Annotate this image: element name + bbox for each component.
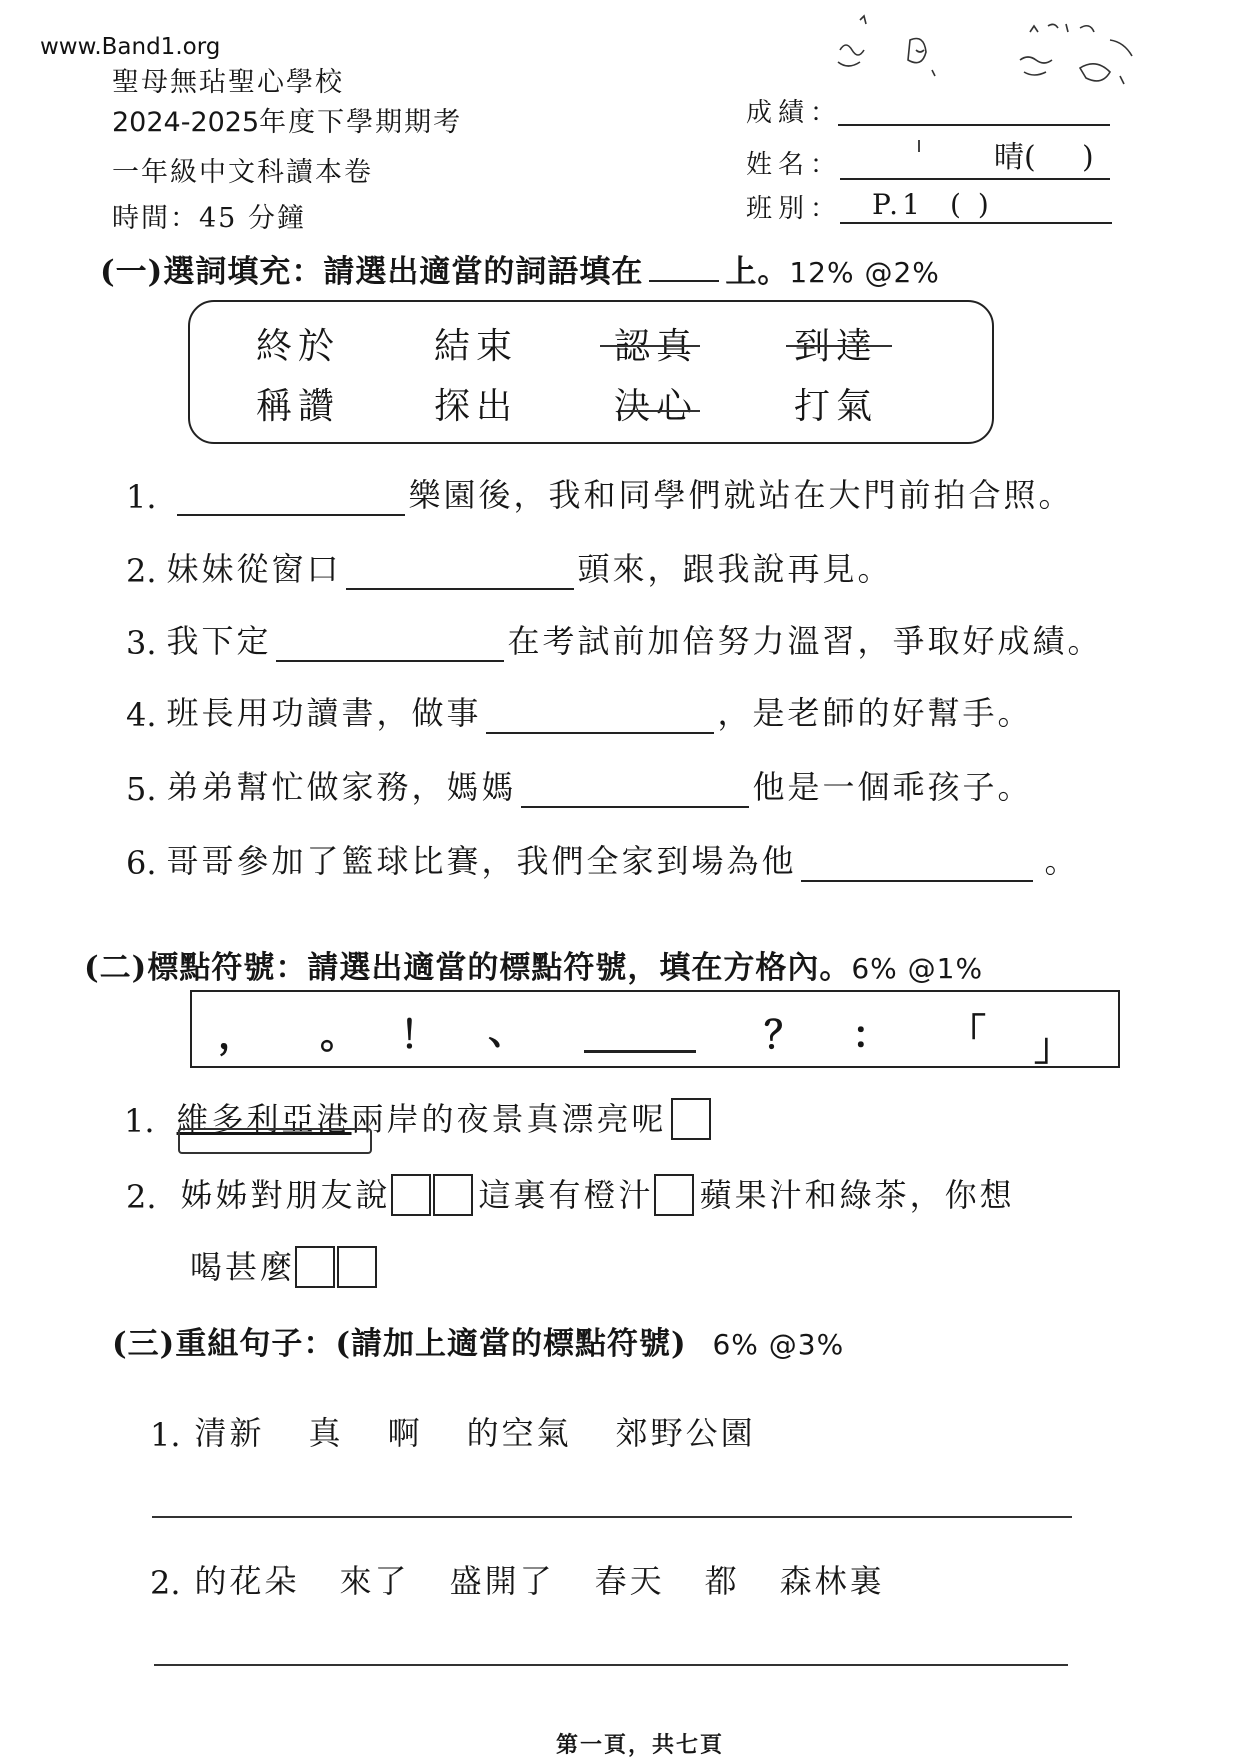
dash-mark <box>584 1050 696 1053</box>
fill-question-4 <box>126 688 1033 734</box>
answer-line[interactable] <box>152 1516 1072 1518</box>
strike-mark <box>600 345 700 347</box>
fill-question-3 <box>126 616 1103 662</box>
word-token: 春天 <box>594 1562 665 1600</box>
answer-box[interactable] <box>433 1174 473 1216</box>
punctuation-mark: 」 <box>1034 1024 1073 1069</box>
punctuation-mark: 、 <box>488 1008 527 1053</box>
answer-blank[interactable] <box>801 850 1033 882</box>
answer-box[interactable] <box>295 1246 335 1288</box>
question-number: 4. <box>126 696 157 734</box>
fill-question-2 <box>126 544 893 590</box>
punctuation-mark: ， <box>218 1012 257 1057</box>
section2-title-text: (二)標點符號：請選出適當的標點符號，填在方格內。 <box>84 950 852 986</box>
punctuation-mark: ！ <box>400 1012 439 1057</box>
fill-question-5 <box>126 762 1033 808</box>
punct-question-2-cont <box>190 1242 379 1288</box>
name-label: 姓名： <box>746 150 843 180</box>
word-bank-item: 到達 <box>794 326 879 367</box>
punctuation-mark: 。 <box>320 1012 359 1057</box>
strike-mark <box>786 345 892 347</box>
section1-title-blank <box>649 256 719 282</box>
question-text: 這裏有橙汁 <box>478 1176 654 1214</box>
word-token: 清新 <box>194 1414 265 1452</box>
reorder-question-2 <box>150 1556 885 1602</box>
name-value: 晴( <box>994 140 1036 175</box>
word-token: 來了 <box>339 1562 410 1600</box>
word-bank-item: 認真 <box>614 326 699 367</box>
word-token: 真 <box>308 1414 344 1452</box>
answer-blank[interactable] <box>177 484 405 516</box>
name-pen-mark <box>918 140 920 152</box>
word-token: 啊 <box>387 1414 423 1452</box>
punct-question-2 <box>126 1170 1015 1216</box>
underline-box-mark <box>178 1128 372 1154</box>
question-text: 兩岸的夜景真漂亮呢 <box>351 1100 667 1138</box>
section1-title-text: (一)選詞填充：請選出適當的詞語填在 <box>100 254 644 290</box>
question-number: 3. <box>126 624 157 662</box>
word-token: 的花朵 <box>194 1562 300 1600</box>
word-token: 郊野公園 <box>615 1414 756 1452</box>
word-token: 盛開了 <box>449 1562 555 1600</box>
name-field[interactable] <box>840 144 1110 180</box>
punctuation-mark: ？ <box>764 1012 803 1057</box>
word-bank-item: 結束 <box>434 326 519 367</box>
section1-title-end: 上。 <box>725 254 790 290</box>
answer-box[interactable] <box>671 1098 711 1140</box>
word-bank-item: 打氣 <box>794 386 879 427</box>
question-number: 5. <box>126 770 157 808</box>
fill-question-1 <box>126 470 1074 516</box>
question-text: 哥哥參加了籃球比賽，我們全家到場為他 <box>166 842 797 880</box>
score-label: 成績： <box>746 98 843 128</box>
answer-box[interactable] <box>337 1246 377 1288</box>
question-text: 我下定 <box>166 622 272 660</box>
word-token: 都 <box>704 1562 740 1600</box>
word-bank-item: 稱讚 <box>256 386 341 427</box>
word-token: 森林裏 <box>779 1562 885 1600</box>
strike-mark <box>620 410 700 412</box>
name-close-paren: ) <box>1082 140 1094 175</box>
question-number: 1. <box>150 1416 181 1454</box>
question-number: 2. <box>150 1564 181 1602</box>
section2-score: 6% @1% <box>851 952 984 985</box>
question-text: 蘋果汁和綠茶，你想 <box>699 1176 1015 1214</box>
section1-score: 12% @2% <box>789 256 940 289</box>
word-bank-item: 探出 <box>434 386 519 427</box>
section3-title-text: (三)重組句子：(請加上適當的標點符號) <box>112 1326 687 1362</box>
question-number: 6. <box>126 844 157 882</box>
exam-year: 2024-2025 <box>112 107 260 138</box>
word-bank-item: 決心 <box>614 386 699 427</box>
school-name: 聖母無玷聖心學校 <box>112 67 344 98</box>
section3-score: 6% @3% <box>712 1328 845 1361</box>
answer-box[interactable] <box>391 1174 431 1216</box>
score-field[interactable] <box>838 92 1110 126</box>
watermark: www.Band1.org <box>40 34 221 60</box>
answer-blank[interactable] <box>276 630 504 662</box>
section2-title <box>84 942 983 987</box>
answer-box[interactable] <box>654 1174 694 1216</box>
question-text: 樂園後，我和同學們就站在大門前拍合照。 <box>408 476 1074 514</box>
question-text: 在考試前加倍努力溫習，爭取好成績。 <box>507 622 1103 660</box>
exam-term: 年度下學期期考 <box>259 107 463 138</box>
question-number: 1. <box>126 478 157 516</box>
proper-noun-text: 維多利亞港 <box>176 1100 352 1138</box>
punctuation-mark: ： <box>852 1012 891 1057</box>
reorder-question-1 <box>150 1408 756 1454</box>
question-text: 。 <box>1044 842 1080 880</box>
section3-title <box>112 1318 844 1363</box>
doodle-decoration <box>820 10 1160 100</box>
question-text: 頭來，跟我說再見。 <box>577 550 893 588</box>
question-text: 喝甚麼 <box>190 1248 296 1286</box>
question-number: 2. <box>126 552 157 590</box>
question-text: 姊姊對朋友說 <box>180 1176 391 1214</box>
answer-line[interactable] <box>154 1664 1068 1666</box>
exam-time: 時間：45 分鐘 <box>112 203 306 234</box>
class-number-paren: ( ) <box>950 188 993 221</box>
question-text: 他是一個乖孩子。 <box>752 768 1033 806</box>
question-text: ，是老師的好幫手。 <box>717 694 1033 732</box>
punctuation-mark: 「 <box>948 1010 987 1055</box>
word-token: 的空氣 <box>466 1414 572 1452</box>
section1-title <box>100 246 940 291</box>
page-number: 第一頁，共七頁 <box>556 1732 725 1758</box>
question-text: 班長用功讀書，做事 <box>166 694 482 732</box>
question-number: 1. <box>124 1102 155 1140</box>
question-number: 2. <box>126 1178 157 1216</box>
answer-blank[interactable] <box>486 702 714 734</box>
question-text: 妹妹從窗口 <box>166 550 342 588</box>
word-bank-item: 終於 <box>256 326 341 367</box>
subject-title: 一年級中文科讀本卷 <box>112 157 373 188</box>
answer-blank[interactable] <box>521 776 749 808</box>
exam-title <box>112 100 462 139</box>
fill-question-6 <box>126 836 1080 882</box>
answer-blank[interactable] <box>346 558 574 590</box>
class-value: P.1 <box>872 188 924 221</box>
class-label: 班別： <box>746 194 843 224</box>
question-text: 弟弟幫忙做家務，媽媽 <box>166 768 517 806</box>
